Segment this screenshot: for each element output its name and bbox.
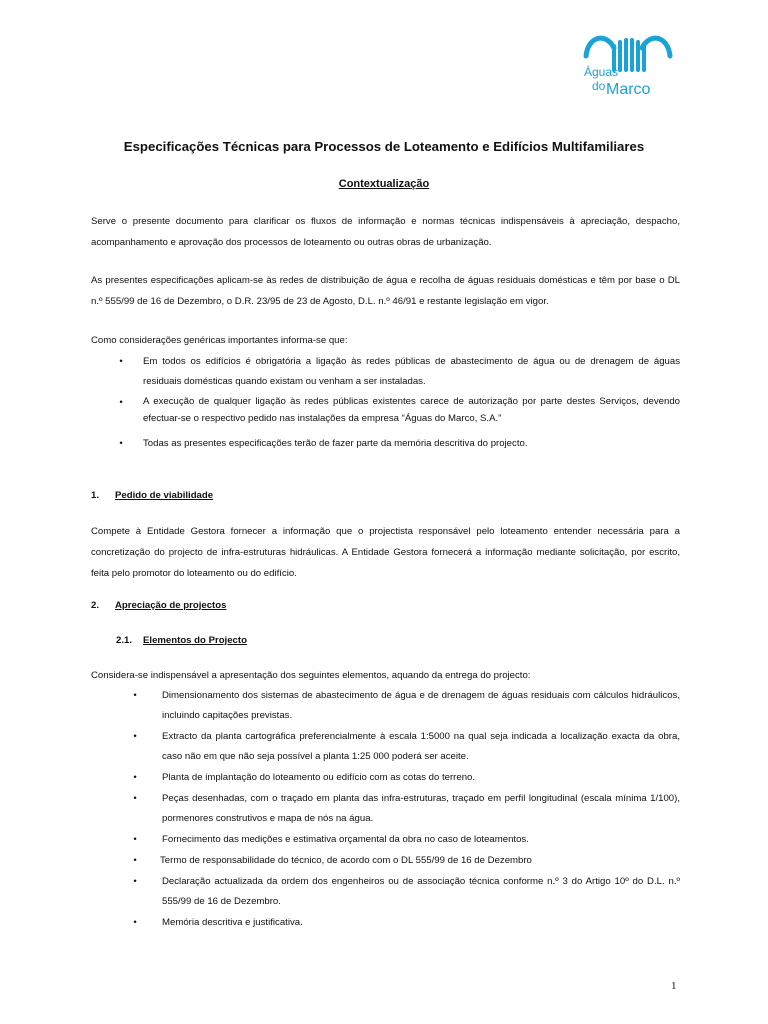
bullet-icon: • (119, 397, 123, 408)
bullet-icon: • (133, 855, 137, 866)
section-label: Elementos do Projecto (143, 635, 247, 646)
list-item-text: A execução de qualquer ligação às redes públicas existentes carece de autorização por parte destes Serviços, devendo efectuar-se o respectivo pedido nas instalações da empresa “Águas do Marco, S.A.” (143, 396, 680, 424)
page-number: 1 (671, 980, 677, 992)
list-item-text: Todas as presentes especificações terão de fazer parte da memória descritiva do projecto. (143, 438, 528, 449)
list-item-text: Declaração actualizada da ordem dos engenheiros ou de associação técnica conforme n.º 3 do Artigo 10º do D.L. n.º 555/99 de 16 de Dezembro. (162, 876, 680, 907)
bullet-icon: • (119, 438, 123, 449)
list-item-text: Peças desenhadas, com o traçado em planta das infra-estruturas, traçado em perfil longitudinal (escala mínima 1/100), pormenores construtivos e mapa de nós na água. (162, 793, 680, 824)
section-subtitle: Contextualização (338, 178, 430, 190)
document-title: Especificações Técnicas para Processos de Loteamento e Edifícios Multifamiliares (123, 139, 645, 154)
list-item-text: Memória descritiva e justificativa. (162, 917, 303, 928)
intro-paragraph-1: Serve o presente documento para clarificar os fluxos de informação e normas técnicas indispensáveis à apreciação, despacho, acompanhamento e aprovação dos processos de loteamento ou outras obras de urbanização. (91, 216, 680, 248)
list-item-text: Termo de responsabilidade do técnico, de acordo com o DL 555/99 de 16 de Dezembro (160, 855, 532, 866)
section-1-heading (91, 490, 291, 504)
logo-line3: Marco (606, 81, 651, 98)
bullet-icon: • (133, 731, 137, 742)
list-item-text: Planta de implantação do loteamento ou edifício com as cotas do terreno. (162, 772, 476, 783)
logo-line2: do (592, 79, 606, 93)
bullet-icon: • (133, 917, 137, 928)
section-1-paragraph: Compete à Entidade Gestora fornecer a informação que o projectista responsável pelo loteamento entender necessária para a concretização do projecto de infra-estruturas hidráulicas. A Entidade Gestora fornecerá a informação mediante solicitação, por escrito, feita pelo promotor do loteamento ou do edifício. (91, 526, 680, 579)
bullet-icon: • (119, 356, 123, 367)
section-number: 2. (91, 600, 100, 611)
bullet-icon: • (133, 834, 137, 845)
bullet-icon: • (133, 772, 137, 783)
section-2-heading (91, 600, 311, 614)
list-item-text: Dimensionamento dos sistemas de abastecimento de água e de drenagem de águas residuais com cálculos hidráulicos, incluindo capitações previstas. (162, 690, 680, 721)
list-item-text: Extracto da planta cartográfica preferencialmente à escala 1:5000 na qual seja indicada a localização exacta da obra, caso não em que não seja possível a planta 1:25 000 poderá ser aceite. (162, 731, 680, 762)
bullet-icon: • (133, 793, 137, 804)
section-label: Pedido de viabilidade (115, 490, 214, 501)
list-item-text: Em todos os edifícios é obrigatória a ligação às redes públicas de abastecimento de água ou de drenagem de águas residuais domésticas quando existam ou venham a ser instaladas. (143, 356, 680, 387)
section-2-1-intro: Considera-se indispensável a apresentação dos seguintes elementos, aquando da entrega do projecto: (91, 670, 531, 681)
intro-paragraph-2: As presentes especificações aplicam-se às redes de distribuição de água e recolha de águas residuais domésticas e têm por base o DL n.º 555/99 de 16 de Dezembro, o D.R. 23/95 de 23 de Agosto, D.L. n.º 46/91 e restante legislação em vigor. (91, 275, 680, 307)
logo-line1: Águas (584, 65, 619, 79)
section-2-1-heading (116, 635, 336, 649)
bullet-icon: • (133, 690, 137, 701)
logo-graphic-icon (576, 26, 680, 108)
list-item-text: Fornecimento das medições e estimativa orçamental da obra no caso de loteamentos. (162, 834, 529, 845)
section-number: 1. (91, 490, 100, 501)
bullet-icon: • (133, 876, 137, 887)
section-label: Apreciação de projectos (115, 600, 227, 611)
aguas-do-marco-logo (576, 26, 680, 108)
intro-paragraph-3: Como considerações genéricas importantes informa-se que: (91, 335, 348, 346)
section-number: 2.1. (116, 635, 133, 646)
